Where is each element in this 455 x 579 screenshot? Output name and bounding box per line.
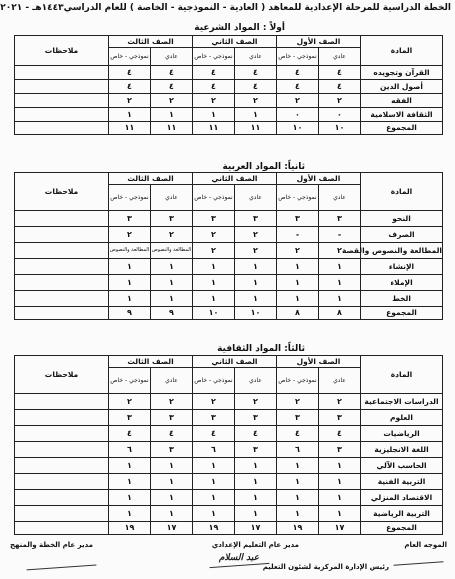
hours-cell: ٢ — [109, 94, 151, 108]
table-row — [15, 490, 443, 506]
table-row — [15, 410, 443, 426]
hours-cell: ٢ — [319, 394, 361, 410]
hours-cell: ١ — [235, 474, 277, 490]
notes-cell — [15, 275, 109, 291]
hours-cell: ٤ — [235, 66, 277, 80]
header-grade2: الصف الثاني — [193, 173, 277, 185]
hours-cell: ١ — [109, 259, 151, 275]
hours-cell: ١ — [193, 275, 235, 291]
header-regular: عادي — [319, 368, 361, 394]
notes-cell — [15, 410, 109, 426]
table-row — [15, 66, 443, 80]
subject-cell: العلوم — [361, 410, 443, 426]
director-prep-title: مدير عام التعليم الإعدادي — [211, 541, 299, 549]
hours-cell: ٤ — [109, 80, 151, 94]
table-row — [15, 275, 443, 291]
hours-cell: ٤ — [151, 426, 193, 442]
subject-cell: الإنشاء — [361, 259, 443, 275]
subject-cell: القرآن وتجويده — [361, 66, 443, 80]
hours-cell: ٢ — [193, 227, 235, 243]
subject-cell: الحاسب الآلي — [361, 458, 443, 474]
header-regular: عادي — [151, 185, 193, 211]
hours-cell: ٤ — [193, 66, 235, 80]
hours-cell: ١ — [235, 275, 277, 291]
hours-cell: ١ — [151, 474, 193, 490]
notes-cell — [15, 474, 109, 490]
header-regular: عادي — [319, 185, 361, 211]
plan-table — [14, 355, 443, 535]
hours-cell: ١ — [193, 474, 235, 490]
hours-cell: ٢ — [319, 243, 361, 259]
hours-cell: ٣ — [193, 410, 235, 426]
subject-cell: الإملاء — [361, 275, 443, 291]
header-notes: ملاحظات — [15, 36, 109, 66]
subject-cell: التربية الفنية — [361, 474, 443, 490]
notes-cell — [15, 522, 109, 535]
notes-cell — [15, 94, 109, 108]
hours-cell: ١ — [151, 506, 193, 522]
supervisor-title: الموجه العام — [404, 541, 447, 549]
hours-cell: ١ — [109, 458, 151, 474]
signature-handwriting: عبد السلام — [218, 553, 259, 563]
hours-cell: ١ — [193, 490, 235, 506]
subject-cell: الخط — [361, 291, 443, 307]
hours-cell: ١ — [319, 474, 361, 490]
hours-cell: ١ — [109, 474, 151, 490]
hours-cell: ١ — [235, 259, 277, 275]
hours-cell: المطالعة والنصوص — [109, 243, 151, 259]
header-model-private: نموذجي - خاص — [193, 48, 235, 66]
hours-cell: ٢ — [151, 94, 193, 108]
notes-cell — [15, 490, 109, 506]
hours-cell: ٤ — [109, 426, 151, 442]
header-subject: المادة — [361, 173, 443, 211]
header-grade3: الصف الثالث — [109, 173, 193, 185]
hours-cell: ١ — [277, 259, 319, 275]
hours-cell: ٣ — [319, 211, 361, 227]
header-regular: عادي — [319, 48, 361, 66]
hours-cell: ١ — [277, 490, 319, 506]
notes-cell — [15, 426, 109, 442]
hours-cell: ١ — [277, 275, 319, 291]
hours-cell: ٢ — [235, 394, 277, 410]
subject-cell: النحو — [361, 211, 443, 227]
hours-cell: ١ — [277, 506, 319, 522]
notes-cell — [15, 442, 109, 458]
table-row — [15, 442, 443, 458]
table-row — [15, 94, 443, 108]
header-notes: ملاحظات — [15, 356, 109, 394]
table-row — [15, 108, 443, 122]
hours-cell: ٢ — [277, 394, 319, 410]
hours-cell: ١٧ — [319, 522, 361, 535]
header-model-private: نموذجي - خاص — [193, 368, 235, 394]
hours-cell: ١ — [319, 506, 361, 522]
hours-cell: ١٩ — [277, 522, 319, 535]
header-grade3: الصف الثالث — [109, 356, 193, 368]
table-row — [15, 474, 443, 490]
header-regular: عادي — [235, 368, 277, 394]
header-subject: المادة — [361, 356, 443, 394]
hours-cell: ٣ — [235, 211, 277, 227]
hours-cell: ٤ — [277, 426, 319, 442]
hours-cell: ١٩ — [193, 522, 235, 535]
hours-cell: ١٧ — [151, 522, 193, 535]
hours-cell: ٨ — [277, 307, 319, 320]
hours-cell: ١ — [151, 275, 193, 291]
hours-cell: ٤ — [151, 66, 193, 80]
hours-cell: ٣ — [193, 211, 235, 227]
header-model-private: نموذجي - خاص — [193, 185, 235, 211]
hours-cell: ١ — [235, 291, 277, 307]
header-model-private: نموذجي - خاص — [109, 185, 151, 211]
hours-cell: ١٠ — [193, 307, 235, 320]
document-title: الخطة الدراسية للمرحلة الإعدادية للمعاهد ( العادية - النموذجية - الخاصة ) للعام الدراسي١٤٤٣هـ - ٢٠٢١ — [0, 3, 451, 13]
hours-cell: ١ — [277, 291, 319, 307]
hours-cell: ٣ — [235, 410, 277, 426]
table-row — [15, 394, 443, 410]
hours-cell: ١ — [151, 458, 193, 474]
notes-cell — [15, 307, 109, 320]
header-model-private: نموذجي - خاص — [277, 185, 319, 211]
subject-cell: أصول الدين — [361, 80, 443, 94]
hours-cell: ١ — [319, 275, 361, 291]
subject-cell: الثقافة الاسلامية — [361, 108, 443, 122]
hours-cell: ١ — [277, 458, 319, 474]
hours-cell: ٢ — [235, 243, 277, 259]
notes-cell — [15, 458, 109, 474]
signature-scribble-1 — [393, 547, 444, 565]
hours-cell: ٩ — [151, 307, 193, 320]
notes-cell — [15, 227, 109, 243]
hours-cell: ٢ — [109, 394, 151, 410]
header-grade1: الصف الأول — [277, 36, 361, 48]
table-row — [15, 426, 443, 442]
hours-cell: ١ — [151, 108, 193, 122]
header-model-private: نموذجي - خاص — [277, 368, 319, 394]
hours-cell: ١ — [319, 458, 361, 474]
table-row — [15, 211, 443, 227]
notes-cell — [15, 108, 109, 122]
table-row — [15, 227, 443, 243]
hours-cell: ١٠ — [319, 122, 361, 135]
hours-cell: ٤ — [193, 80, 235, 94]
subject-cell: المجموع — [361, 122, 443, 135]
hours-cell: ٦ — [193, 442, 235, 458]
hours-cell: ١ — [319, 259, 361, 275]
total-row — [15, 122, 443, 135]
hours-cell: ١ — [109, 108, 151, 122]
hours-cell: ٣ — [151, 442, 193, 458]
hours-cell: ٣ — [109, 211, 151, 227]
hours-cell: ١ — [235, 458, 277, 474]
hours-cell: ٣ — [277, 211, 319, 227]
hours-cell: ٢ — [235, 94, 277, 108]
hours-cell: ٤ — [151, 80, 193, 94]
hours-cell: ١١ — [151, 122, 193, 135]
subject-cell: الاقتصاد المنزلي — [361, 490, 443, 506]
notes-cell — [15, 122, 109, 135]
notes-cell — [15, 80, 109, 94]
hours-cell: ٢ — [193, 243, 235, 259]
notes-cell — [15, 506, 109, 522]
subject-cell: المطالعة والنصوص والقصة — [361, 243, 443, 259]
subject-cell: الفقه — [361, 94, 443, 108]
header-grade1: الصف الأول — [277, 356, 361, 368]
subject-cell: المجموع — [361, 307, 443, 320]
hours-cell: ٤ — [235, 426, 277, 442]
notes-cell — [15, 291, 109, 307]
hours-cell: ١ — [193, 259, 235, 275]
notes-cell — [15, 394, 109, 410]
header-regular: عادي — [151, 48, 193, 66]
hours-cell: ٣ — [235, 442, 277, 458]
signature-scribble-3 — [26, 551, 97, 571]
hours-cell: ١ — [109, 275, 151, 291]
section-title: ثانياً: المواد العربية — [222, 162, 305, 172]
hours-cell: ٢ — [193, 394, 235, 410]
hours-cell: ٤ — [319, 80, 361, 94]
hours-cell: ١ — [109, 506, 151, 522]
subject-cell: التربية الرياضية — [361, 506, 443, 522]
total-row — [15, 522, 443, 535]
signatures-footer — [6, 539, 449, 575]
notes-cell — [15, 211, 109, 227]
hours-cell: ٦ — [277, 442, 319, 458]
subject-cell: الصرف — [361, 227, 443, 243]
hours-cell: ١ — [193, 291, 235, 307]
header-grade1: الصف الأول — [277, 173, 361, 185]
subject-cell: المجموع — [361, 522, 443, 535]
hours-cell: ٤ — [277, 66, 319, 80]
section-title: أولاً : المواد الشرعية — [194, 23, 285, 33]
hours-cell: ١٠ — [277, 122, 319, 135]
header-model-private: نموذجي - خاص — [109, 48, 151, 66]
hours-cell: ٢ — [151, 227, 193, 243]
header-regular: عادي — [151, 368, 193, 394]
hours-cell: المطالعة والنصوص — [151, 243, 193, 259]
plan-table — [14, 172, 443, 320]
hours-cell: ٢ — [151, 394, 193, 410]
subject-cell: الرياضيات — [361, 426, 443, 442]
hours-cell: ١ — [193, 458, 235, 474]
director-plan-title: مدير عام الخطة والمنهج — [10, 541, 93, 549]
hours-cell: ٠ — [319, 108, 361, 122]
hours-cell: ٢ — [109, 227, 151, 243]
hours-cell: ٤ — [319, 426, 361, 442]
hours-cell: ١ — [151, 259, 193, 275]
hours-cell: - — [277, 227, 319, 243]
hours-cell: ٤ — [319, 66, 361, 80]
hours-cell: ١ — [193, 506, 235, 522]
header-grade2: الصف الثاني — [193, 356, 277, 368]
hours-cell: ٤ — [235, 80, 277, 94]
hours-cell: ٢ — [235, 227, 277, 243]
hours-cell: ١ — [109, 291, 151, 307]
section-title: ثالثاً: المواد الثقافية — [217, 344, 305, 354]
table-row — [15, 80, 443, 94]
header-regular: عادي — [235, 185, 277, 211]
hours-cell: ٣ — [109, 410, 151, 426]
hours-cell: ٢ — [277, 94, 319, 108]
hours-cell: - — [319, 227, 361, 243]
notes-cell — [15, 243, 109, 259]
hours-cell: ١١ — [193, 122, 235, 135]
hours-cell: ١ — [151, 490, 193, 506]
hours-cell: ١٧ — [235, 522, 277, 535]
hours-cell: ٦ — [109, 442, 151, 458]
hours-cell: ١٩ — [109, 522, 151, 535]
hours-cell: ١ — [235, 108, 277, 122]
hours-cell: ١١ — [235, 122, 277, 135]
hours-cell: ٢ — [277, 243, 319, 259]
hours-cell: ٣ — [151, 410, 193, 426]
hours-cell: ٢ — [319, 94, 361, 108]
header-grade3: الصف الثالث — [109, 36, 193, 48]
hours-cell: ١١ — [109, 122, 151, 135]
hours-cell: ١ — [235, 506, 277, 522]
hours-cell: ٤ — [277, 80, 319, 94]
table-row — [15, 506, 443, 522]
hours-cell: ٢ — [193, 94, 235, 108]
hours-cell: ١ — [235, 490, 277, 506]
subject-cell: اللغة الانجليزية — [361, 442, 443, 458]
header-notes: ملاحظات — [15, 173, 109, 211]
hours-cell: ٩ — [109, 307, 151, 320]
hours-cell: ١ — [277, 474, 319, 490]
hours-cell: ٣ — [277, 410, 319, 426]
head-title: رئيس الإدارة المركزية لشئون التعليم — [262, 563, 389, 571]
hours-cell: ٨ — [319, 307, 361, 320]
table-row — [15, 259, 443, 275]
hours-cell: ٣ — [151, 211, 193, 227]
notes-cell — [15, 259, 109, 275]
table-row — [15, 458, 443, 474]
hours-cell: ٣ — [319, 442, 361, 458]
hours-cell: ١ — [193, 108, 235, 122]
hours-cell: ٠ — [277, 108, 319, 122]
plan-table — [14, 35, 443, 135]
header-grade2: الصف الثاني — [193, 36, 277, 48]
header-model-private: نموذجي - خاص — [277, 48, 319, 66]
hours-cell: ١ — [151, 291, 193, 307]
table-row — [15, 243, 443, 259]
hours-cell: ٤ — [109, 66, 151, 80]
table-row — [15, 291, 443, 307]
hours-cell: ١ — [319, 490, 361, 506]
hours-cell: ١٠ — [235, 307, 277, 320]
header-subject: المادة — [361, 36, 443, 66]
total-row — [15, 307, 443, 320]
header-model-private: نموذجي - خاص — [109, 368, 151, 394]
hours-cell: ١ — [319, 291, 361, 307]
hours-cell: ٣ — [319, 410, 361, 426]
hours-cell: ٤ — [193, 426, 235, 442]
header-regular: عادي — [235, 48, 277, 66]
notes-cell — [15, 66, 109, 80]
hours-cell: ١ — [109, 490, 151, 506]
subject-cell: الدراسات الاجتماعية — [361, 394, 443, 410]
